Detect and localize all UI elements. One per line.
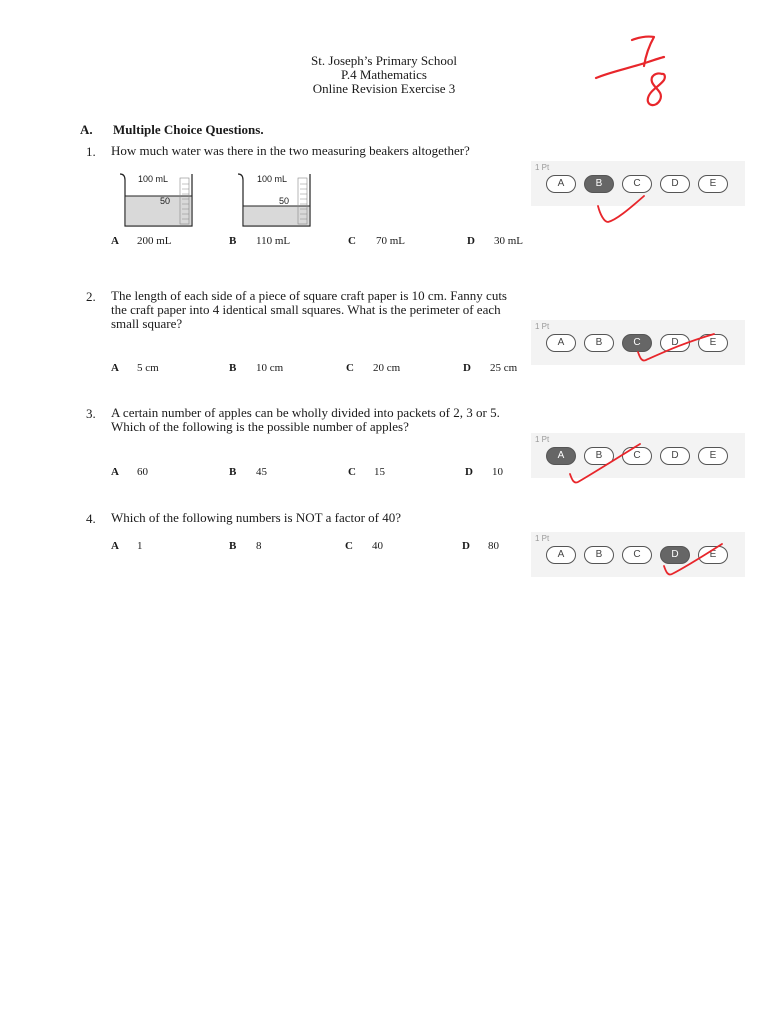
bubble-d[interactable]: D bbox=[660, 447, 690, 465]
score-denominator-stroke bbox=[648, 73, 665, 105]
school-name: St. Joseph’s Primary School bbox=[311, 53, 457, 68]
option-letter: C bbox=[348, 235, 356, 247]
option-text: 200 mL bbox=[137, 235, 172, 247]
tick-mark bbox=[632, 330, 722, 370]
option-text: 45 bbox=[256, 466, 267, 478]
bubble-a[interactable]: A bbox=[546, 546, 576, 564]
points-label: 1 Pt bbox=[535, 163, 550, 172]
question-number: 1. bbox=[86, 144, 96, 159]
bubble-c[interactable]: C bbox=[622, 175, 652, 193]
option-letter: B bbox=[229, 540, 237, 552]
points-label: 1 Pt bbox=[535, 322, 550, 331]
bubble-a[interactable]: A bbox=[546, 175, 576, 193]
question-number: 3. bbox=[86, 406, 96, 421]
beaker-right-top-label: 100 mL bbox=[257, 174, 288, 184]
option-text: 70 mL bbox=[376, 235, 406, 247]
tick-mark bbox=[660, 540, 730, 580]
bubble-b[interactable]: B bbox=[584, 546, 614, 564]
bubble-a[interactable]: A bbox=[546, 447, 576, 465]
section-title: Multiple Choice Questions. bbox=[113, 122, 264, 137]
option-letter: C bbox=[348, 466, 356, 478]
subject-title: P.4 Mathematics bbox=[341, 67, 427, 82]
option-text: 15 bbox=[374, 466, 385, 478]
option-letter: B bbox=[229, 235, 237, 247]
bubble-c[interactable]: C bbox=[622, 447, 652, 465]
option-text: 40 bbox=[372, 540, 383, 552]
bubble-b[interactable]: B bbox=[584, 334, 614, 352]
tick-mark bbox=[566, 440, 646, 488]
bubble-d[interactable]: D bbox=[660, 334, 690, 352]
option-letter: D bbox=[463, 362, 471, 374]
option-text: 60 bbox=[137, 466, 148, 478]
option-letter: C bbox=[346, 362, 354, 374]
option-text: 8 bbox=[256, 540, 262, 552]
beaker-left-mark-label: 50 bbox=[160, 196, 171, 206]
option-text: 20 cm bbox=[373, 362, 401, 374]
option-text: 30 mL bbox=[494, 235, 524, 247]
bubble-e[interactable]: E bbox=[698, 175, 728, 193]
option-letter: B bbox=[229, 362, 237, 374]
question-number: 2. bbox=[86, 289, 96, 304]
question-text: How much water was there in the two measuring beakers altogether? bbox=[111, 143, 470, 158]
points-label: 1 Pt bbox=[535, 534, 550, 543]
option-text: 10 bbox=[492, 466, 503, 478]
question-text: Which of the following is the possible number of apples? bbox=[111, 419, 409, 434]
option-text: 80 bbox=[488, 540, 499, 552]
option-letter: D bbox=[462, 540, 470, 552]
option-text: 25 cm bbox=[490, 362, 518, 374]
bubble-b[interactable]: B bbox=[584, 447, 614, 465]
points-label: 1 Pt bbox=[535, 435, 550, 444]
question-text: the craft paper into 4 identical small squares. What is the perimeter of each bbox=[111, 302, 501, 317]
bubble-d[interactable]: D bbox=[660, 546, 690, 564]
option-text: 1 bbox=[137, 540, 143, 552]
question-text: small square? bbox=[111, 316, 183, 331]
option-letter: D bbox=[465, 466, 473, 478]
question-number: 4. bbox=[86, 511, 96, 526]
section-letter: A. bbox=[80, 122, 93, 137]
option-text: 110 mL bbox=[256, 235, 291, 247]
tick-mark bbox=[592, 192, 652, 228]
bubble-d[interactable]: D bbox=[660, 175, 690, 193]
exercise-title: Online Revision Exercise 3 bbox=[312, 81, 456, 96]
score-annotation bbox=[590, 28, 690, 112]
beaker-left-top-label: 100 mL bbox=[138, 174, 169, 184]
option-letter: A bbox=[111, 235, 119, 247]
option-letter: A bbox=[111, 362, 119, 374]
option-text: 5 cm bbox=[137, 362, 159, 374]
option-letter: A bbox=[111, 540, 119, 552]
bubble-b[interactable]: B bbox=[584, 175, 614, 193]
question-text: The length of each side of a piece of square craft paper is 10 cm. Fanny cuts bbox=[111, 288, 507, 303]
bubble-a[interactable]: A bbox=[546, 334, 576, 352]
bubble-e[interactable]: E bbox=[698, 447, 728, 465]
bubble-e[interactable]: E bbox=[698, 334, 728, 352]
bubble-c[interactable]: C bbox=[622, 334, 652, 352]
option-text: 10 cm bbox=[256, 362, 284, 374]
option-letter: C bbox=[345, 540, 353, 552]
bubble-c[interactable]: C bbox=[622, 546, 652, 564]
beaker-right-mark-label: 50 bbox=[279, 196, 290, 206]
question-text: Which of the following numbers is NOT a factor of 40? bbox=[111, 510, 402, 525]
question-text: A certain number of apples can be wholly divided into packets of 2, 3 or 5. bbox=[111, 405, 500, 420]
option-letter: A bbox=[111, 466, 119, 478]
option-letter: D bbox=[467, 235, 475, 247]
option-letter: B bbox=[229, 466, 237, 478]
bubble-e[interactable]: E bbox=[698, 546, 728, 564]
